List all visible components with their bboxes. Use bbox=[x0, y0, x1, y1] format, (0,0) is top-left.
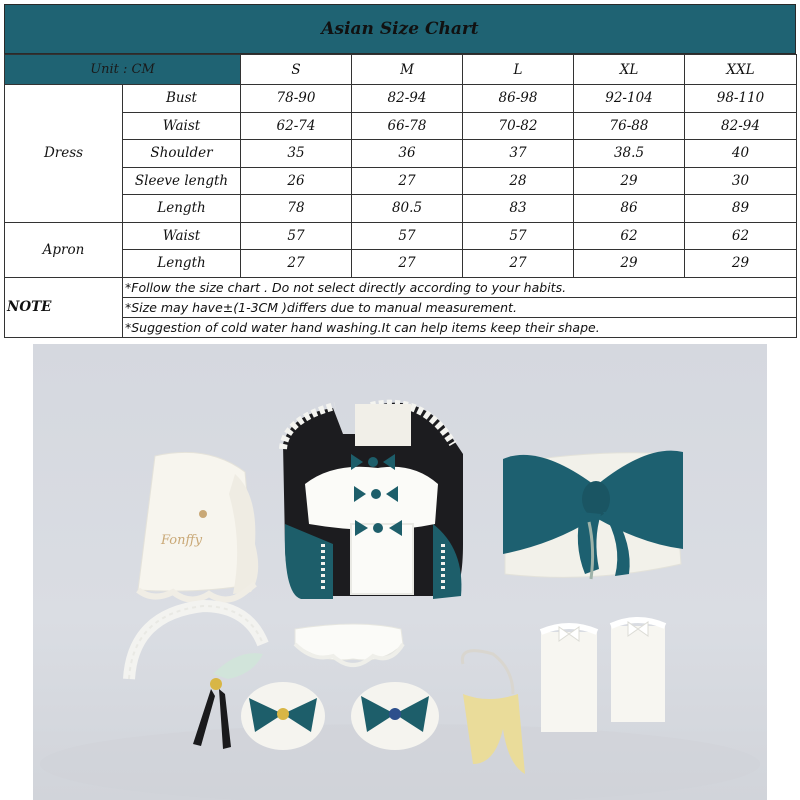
measurement-label: Waist bbox=[123, 222, 241, 250]
note-label: NOTE bbox=[5, 277, 123, 337]
table-row bbox=[5, 195, 797, 223]
measurement-value: 98-110 bbox=[685, 85, 797, 113]
measurement-value: 36 bbox=[352, 140, 463, 168]
table-row bbox=[5, 222, 797, 250]
group-label: Dress bbox=[5, 85, 123, 223]
measurement-value: 86 bbox=[574, 195, 685, 223]
measurement-value: 82-94 bbox=[352, 85, 463, 113]
measurement-value: 89 bbox=[685, 195, 797, 223]
note-row bbox=[5, 297, 797, 317]
measurement-value: 57 bbox=[352, 222, 463, 250]
skirt-item bbox=[503, 451, 683, 579]
measurement-value: 62 bbox=[685, 222, 797, 250]
note-row bbox=[5, 317, 797, 337]
wrist-cuff-right bbox=[351, 682, 439, 750]
apron-item bbox=[138, 452, 258, 599]
measurement-value: 76-88 bbox=[574, 112, 685, 140]
table-row bbox=[5, 85, 797, 113]
measurement-value: 27 bbox=[352, 250, 463, 278]
group-label: Apron bbox=[5, 222, 123, 277]
measurement-value: 66-78 bbox=[352, 112, 463, 140]
table-row bbox=[5, 250, 797, 278]
product-photo bbox=[33, 344, 767, 800]
measurement-value: 35 bbox=[241, 140, 352, 168]
note-text: *Suggestion of cold water hand washing.It can help items keep their shape. bbox=[123, 317, 797, 337]
costume-flatlay bbox=[33, 344, 767, 800]
measurement-value: 27 bbox=[241, 250, 352, 278]
measurement-value: 37 bbox=[463, 140, 574, 168]
measurement-value: 29 bbox=[574, 250, 685, 278]
note-text: *Size may have±(1-3CM )differs due to manual measurement. bbox=[123, 297, 797, 317]
measurement-label: Length bbox=[123, 195, 241, 223]
table-row bbox=[5, 167, 797, 195]
unit-label: Unit : CM bbox=[5, 55, 241, 85]
measurement-value: 78 bbox=[241, 195, 352, 223]
note-row bbox=[5, 277, 797, 297]
dress-item bbox=[283, 403, 463, 599]
size-chart bbox=[4, 4, 796, 336]
headband-item bbox=[129, 606, 263, 749]
measurement-label: Sleeve length bbox=[123, 167, 241, 195]
note-text: *Follow the size chart . Do not select directly according to your habits. bbox=[123, 277, 797, 297]
table-row bbox=[5, 112, 797, 140]
size-header-m: M bbox=[352, 55, 463, 85]
size-header-row bbox=[5, 55, 797, 85]
measurement-label: Waist bbox=[123, 112, 241, 140]
measurement-value: 29 bbox=[574, 167, 685, 195]
collar-item bbox=[295, 624, 403, 665]
measurement-value: 70-82 bbox=[463, 112, 574, 140]
size-header-s: S bbox=[241, 55, 352, 85]
measurement-label: Shoulder bbox=[123, 140, 241, 168]
measurement-value: 78-90 bbox=[241, 85, 352, 113]
measurement-value: 28 bbox=[463, 167, 574, 195]
measurement-value: 83 bbox=[463, 195, 574, 223]
socks-item bbox=[541, 620, 665, 732]
measurement-value: 57 bbox=[241, 222, 352, 250]
measurement-label: Length bbox=[123, 250, 241, 278]
measurement-value: 82-94 bbox=[685, 112, 797, 140]
measurement-value: 40 bbox=[685, 140, 797, 168]
size-header-xl: XL bbox=[574, 55, 685, 85]
measurement-value: 92-104 bbox=[574, 85, 685, 113]
size-table bbox=[4, 54, 797, 338]
measurement-value: 30 bbox=[685, 167, 797, 195]
measurement-value: 57 bbox=[463, 222, 574, 250]
apron-embroidery: Fonffy bbox=[161, 533, 203, 548]
size-chart-title: Asian Size Chart bbox=[4, 4, 796, 54]
measurement-value: 62 bbox=[574, 222, 685, 250]
measurement-value: 27 bbox=[352, 167, 463, 195]
measurement-value: 27 bbox=[463, 250, 574, 278]
size-header-xxl: XXL bbox=[685, 55, 797, 85]
measurement-value: 29 bbox=[685, 250, 797, 278]
table-row bbox=[5, 140, 797, 168]
measurement-value: 26 bbox=[241, 167, 352, 195]
wrist-cuff-left bbox=[241, 682, 325, 750]
measurement-value: 86-98 bbox=[463, 85, 574, 113]
measurement-value: 80.5 bbox=[352, 195, 463, 223]
measurement-value: 38.5 bbox=[574, 140, 685, 168]
measurement-value: 62-74 bbox=[241, 112, 352, 140]
measurement-label: Bust bbox=[123, 85, 241, 113]
size-header-l: L bbox=[463, 55, 574, 85]
